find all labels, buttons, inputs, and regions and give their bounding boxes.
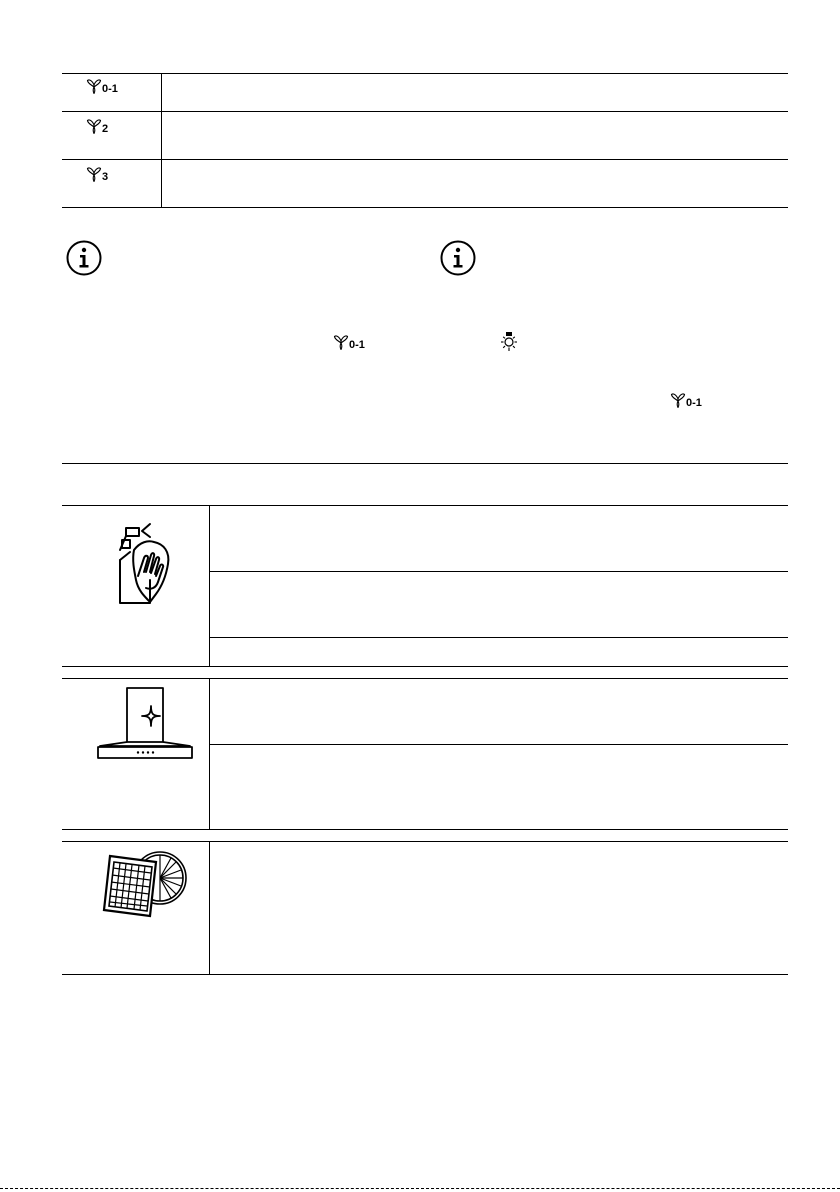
info-icon [66, 240, 102, 276]
cleaning-table-column-divider [209, 841, 210, 974]
fan-icon [333, 334, 349, 350]
cleaning-table-section-rule [62, 841, 788, 842]
grease-filter-icon [100, 846, 192, 928]
fan-table-row-rule [62, 111, 788, 112]
cleaning-table-bottom-rule [62, 974, 788, 975]
fan-table-top-rule [62, 73, 788, 74]
fan-icon [86, 78, 102, 94]
cleaning-table-section-rule [62, 829, 788, 830]
fan-icon [86, 118, 102, 134]
info-icon [440, 240, 476, 276]
cleaning-table-row-rule [209, 571, 788, 572]
page-bottom-edge [0, 1188, 840, 1189]
fan-icon [670, 392, 686, 408]
cleaning-table-section-rule [62, 678, 788, 679]
cleaning-table-top-rule [62, 505, 788, 506]
fan-speed-subscript: 0-1 [686, 397, 702, 409]
inline-fan-0-1-icon [333, 334, 365, 350]
fan-speed-2-icon [86, 118, 108, 134]
spray-bottle-and-cloth-icon [104, 520, 180, 608]
fan-speed-subscript: 3 [102, 171, 109, 183]
cleaning-table-row-rule [209, 744, 788, 745]
fan-table-bottom-rule [62, 207, 788, 208]
section-divider [62, 463, 788, 464]
fan-table-row-rule [62, 159, 788, 160]
light-bulb-icon [498, 331, 520, 353]
inline-fan-0-1-icon [670, 392, 702, 408]
fan-speed-subscript: 0-1 [349, 339, 365, 351]
fan-speed-subscript: 2 [102, 123, 109, 135]
cleaning-table-row-rule [209, 637, 788, 638]
fan-table-column-divider [161, 73, 162, 207]
fan-speed-subscript: 0-1 [102, 83, 118, 95]
cleaning-table-column-divider [209, 505, 210, 666]
cooker-hood-sparkle-icon [96, 686, 194, 762]
cleaning-table-section-rule [62, 666, 788, 667]
fan-speed-3-icon [86, 166, 108, 182]
fan-icon [86, 166, 102, 182]
fan-speed-0-1-icon [86, 78, 118, 94]
cleaning-table-column-divider [209, 678, 210, 829]
